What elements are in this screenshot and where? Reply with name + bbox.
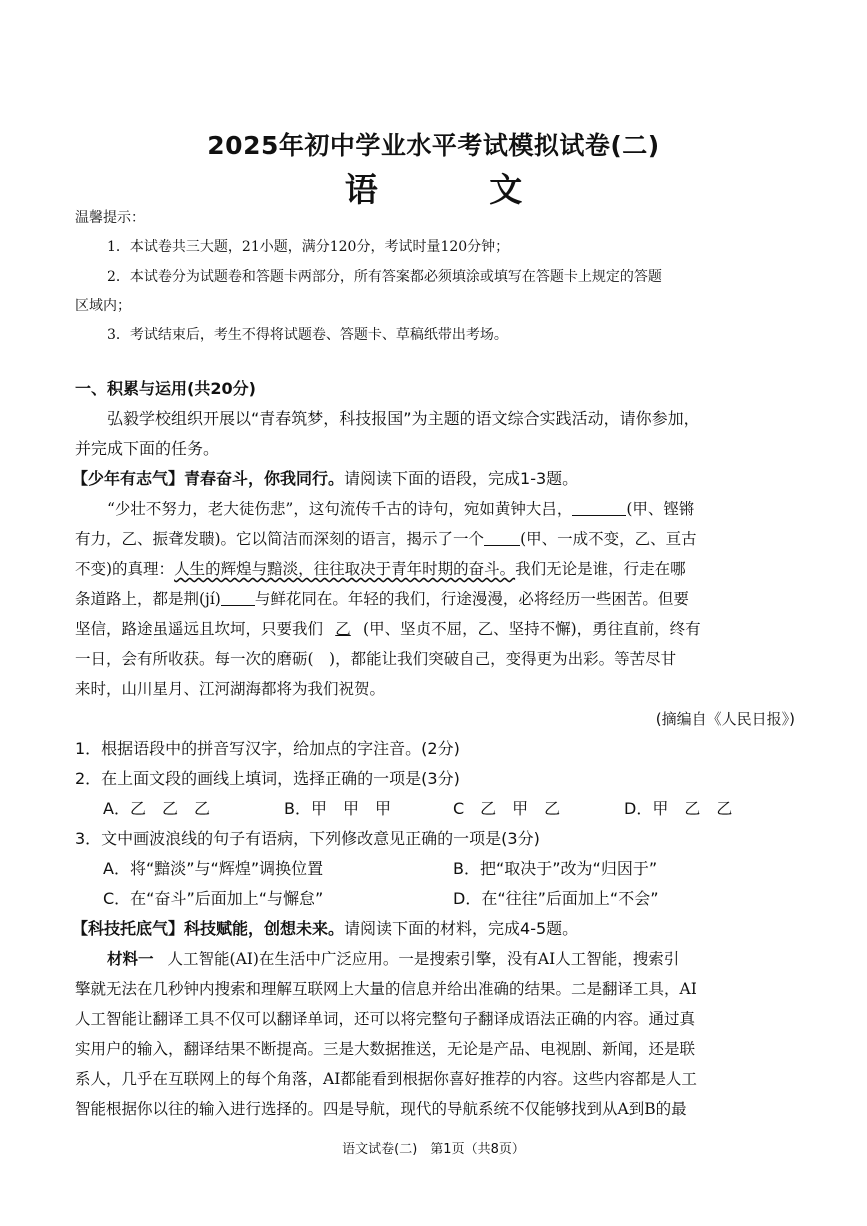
handwritten-mark: 乙 [335,620,351,638]
q2-option-b: B．甲 甲 甲 [284,799,391,818]
tip-1: 1．本试卷共三大题，21小题，满分120分，考试时量120分钟； [107,239,510,255]
passage-text: 条道路上，都是荆(jí) [75,590,221,608]
material-line-2: 擎就无法在几秒钟内搜索和理解互联网上大量的信息并给出准确的结果。二是翻译工具，AI [75,980,697,998]
answer-blank [572,499,626,516]
passage-line-4 [75,587,689,611]
material-line-5: 系人，几乎在互联网上的每个角落，AI都能看到根据你喜好推荐的内容。这些内容都是人工 [75,1070,697,1088]
passage-source: (摘编自《人民日报》) [655,710,795,728]
task-2-heading [72,917,578,941]
passage-text: “少壮不努力，老大徒伤悲”，这句流传千古的诗句，宛如黄钟大吕， [107,500,573,518]
section-1-heading: 一、积累与运用(共20分) [75,379,256,398]
question-3: 3．文中画波浪线的句子有语病，下列修改意见正确的一项是(3分) [75,829,540,848]
material-label: 材料一 [107,950,154,968]
passage-text: 与鲜花同在。年轻的我们，行途漫漫，必将经历一些困苦。但要 [254,590,689,608]
passage-text: (甲、铿锵 [626,500,695,518]
q2-option-a: A．乙 乙 乙 [103,799,210,818]
tip-3: 3．考试结束后，考生不得将试题卷、答题卡、草稿纸带出考场。 [107,327,508,343]
section-1-intro-b: 并完成下面的任务。 [75,439,220,458]
tips-heading: 温馨提示： [75,210,145,226]
page-footer: 语文试卷(二) 第1页（共8页） [342,1142,525,1157]
answer-blank [484,529,520,546]
material-text: 人工智能(AI)在生活中广泛应用。一是搜索引擎，没有AI人工智能，搜索引 [167,950,680,968]
passage-line-3 [75,557,686,581]
passage-text: 有力，乙、振聋发聩)。它以简洁而深刻的语言，揭示了一个 [75,530,485,548]
task-2-rest: 请阅读下面的材料，完成4-5题。 [344,919,579,938]
q3-option-d: D．在“往往”后面加上“不会” [453,889,659,908]
task-1-tag: 【少年有志气】 [72,469,185,488]
passage-text: (甲、一成不变，乙、亘古 [520,530,697,548]
material-line-3: 人工智能让翻译工具不仅可以翻译单词，还可以将完整句子翻译成语法正确的内容。通过真 [75,1010,696,1028]
passage-line-7: 来时，山川星月、江河湖海都将为我们祝贺。 [75,680,386,698]
tip-2a: 2．本试卷分为试题卷和答题卡两部分，所有答案都必须填涂或填写在答题卡上规定的答题 [107,269,662,285]
q3-option-a: A．将“黯淡”与“辉煌”调换位置 [103,859,324,878]
passage-text: 坚信，路途虽遥远且坎坷，只要我们 [75,620,324,638]
material-line-1 [107,947,679,971]
passage-line-6: 一日，会有所收获。每一次的磨砺( )，都能让我们突破自己，变得更为出彩。等苦尽甘 [75,650,677,668]
passage-line-2 [75,527,697,551]
passage-text: 我们无论是谁，行走在哪 [515,560,686,578]
tip-2b: 区域内； [75,298,131,314]
passage-line-5 [75,617,701,641]
question-1: 1．根据语段中的拼音写汉字，给加点的字注音。(2分) [75,739,460,758]
wavy-sentence: 人生的辉煌与黯淡，往往取决于青年时期的奋斗。 [174,560,516,578]
task-1-rest: 请阅读下面的语段，完成1-3题。 [344,469,579,488]
passage-text: 不变)的真理： [75,560,175,578]
q3-option-b: B．把“取决于”改为“归因于” [453,859,658,878]
q2-option-c: C 乙 甲 乙 [453,799,561,818]
material-line-4: 实用户的输入，翻译结果不断提高。三是大数据推送，无论是产品、电视剧、新闻，还是联 [75,1040,696,1058]
task-1-heading [72,467,578,491]
section-1-intro-a: 弘毅学校组织开展以“青春筑梦，科技报国”为主题的语文综合实践活动，请你参加， [107,409,700,428]
task-2-tag: 【科技托底气】 [72,919,185,938]
passage-line-1 [107,497,694,521]
task-1-bold: 青春奋斗，你我同行。 [184,469,345,488]
answer-blank [221,589,255,606]
material-line-6: 智能根据你以往的输入进行选择的。四是导航，现代的导航系统不仅能够找到从A到B的最 [75,1100,687,1118]
q2-option-d: D．甲 乙 乙 [624,799,733,818]
passage-text: (甲、坚贞不屈，乙、坚持不懈)，勇往直前，终有 [363,620,701,638]
task-2-bold: 科技赋能，创想未来。 [184,919,345,938]
exam-title: 2025年初中学业水平考试模拟试卷(二) [207,131,660,160]
question-2: 2．在上面文段的画线上填词，选择正确的一项是(3分) [75,769,460,788]
subject-title: 语 文 [344,170,573,209]
q3-option-c: C．在“奋斗”后面加上“与懈怠” [103,889,324,908]
